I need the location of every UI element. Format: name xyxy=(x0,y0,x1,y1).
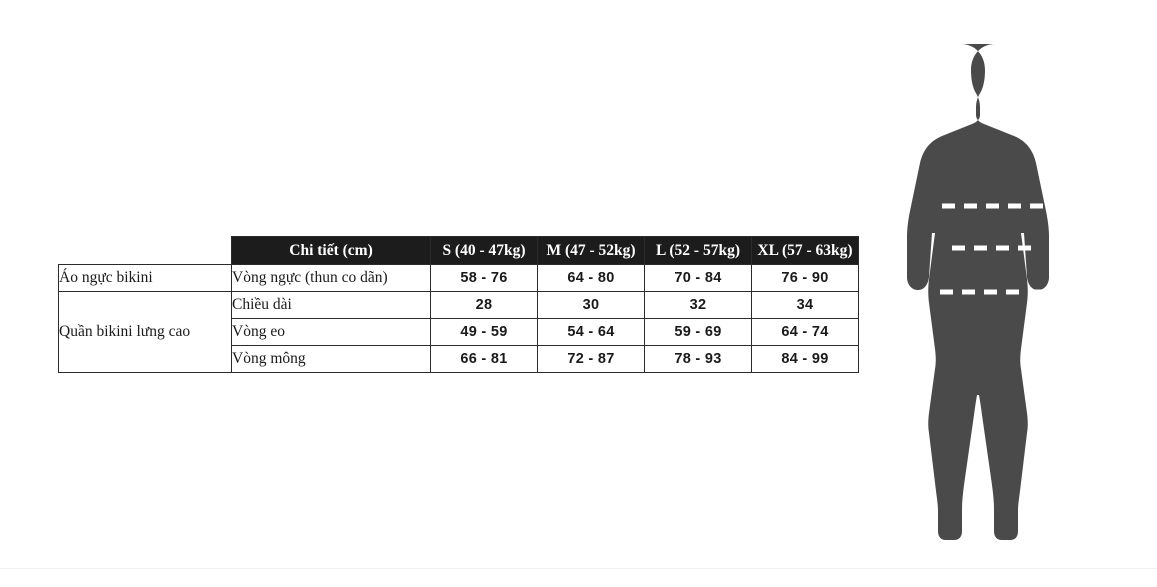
female-silhouette-icon xyxy=(907,44,1049,540)
body-silhouette-figure xyxy=(880,40,1110,560)
row-detail-hip: Vòng mông xyxy=(232,346,431,373)
cell-waist-xl: 64 - 74 xyxy=(752,319,859,346)
cell-length-m: 30 xyxy=(538,292,645,319)
table-header-row xyxy=(59,237,859,265)
cell-length-xl: 34 xyxy=(752,292,859,319)
header-size-m: M (47 - 52kg) xyxy=(538,237,645,265)
header-detail-cell: Chi tiết (cm) xyxy=(232,237,431,265)
cell-hip-s: 66 - 81 xyxy=(431,346,538,373)
header-size-xl: XL (57 - 63kg) xyxy=(752,237,859,265)
cell-length-s: 28 xyxy=(431,292,538,319)
size-chart xyxy=(58,236,859,373)
size-table-header xyxy=(59,237,859,265)
header-size-l: L (52 - 57kg) xyxy=(645,237,752,265)
cell-waist-l: 59 - 69 xyxy=(645,319,752,346)
header-size-s: S (40 - 47kg) xyxy=(431,237,538,265)
group-label-bra: Áo ngực bikini xyxy=(59,265,232,292)
row-detail-length: Chiều dài xyxy=(232,292,431,319)
header-corner-cell xyxy=(59,237,232,265)
cell-bust-xl: 76 - 90 xyxy=(752,265,859,292)
row-detail-waist: Vòng eo xyxy=(232,319,431,346)
cell-hip-m: 72 - 87 xyxy=(538,346,645,373)
size-table-body xyxy=(59,265,859,373)
row-detail-bust: Vòng ngực (thun co dãn) xyxy=(232,265,431,292)
cell-bust-m: 64 - 80 xyxy=(538,265,645,292)
table-row xyxy=(59,265,859,292)
cell-waist-s: 49 - 59 xyxy=(431,319,538,346)
cell-waist-m: 54 - 64 xyxy=(538,319,645,346)
size-table xyxy=(58,236,859,373)
group-label-bottom: Quần bikini lưng cao xyxy=(59,292,232,373)
page-bottom-strip xyxy=(0,568,1157,587)
cell-bust-l: 70 - 84 xyxy=(645,265,752,292)
cell-length-l: 32 xyxy=(645,292,752,319)
table-row xyxy=(59,292,859,319)
cell-hip-xl: 84 - 99 xyxy=(752,346,859,373)
cell-hip-l: 78 - 93 xyxy=(645,346,752,373)
silhouette-body-shape xyxy=(907,44,1049,540)
cell-bust-s: 58 - 76 xyxy=(431,265,538,292)
